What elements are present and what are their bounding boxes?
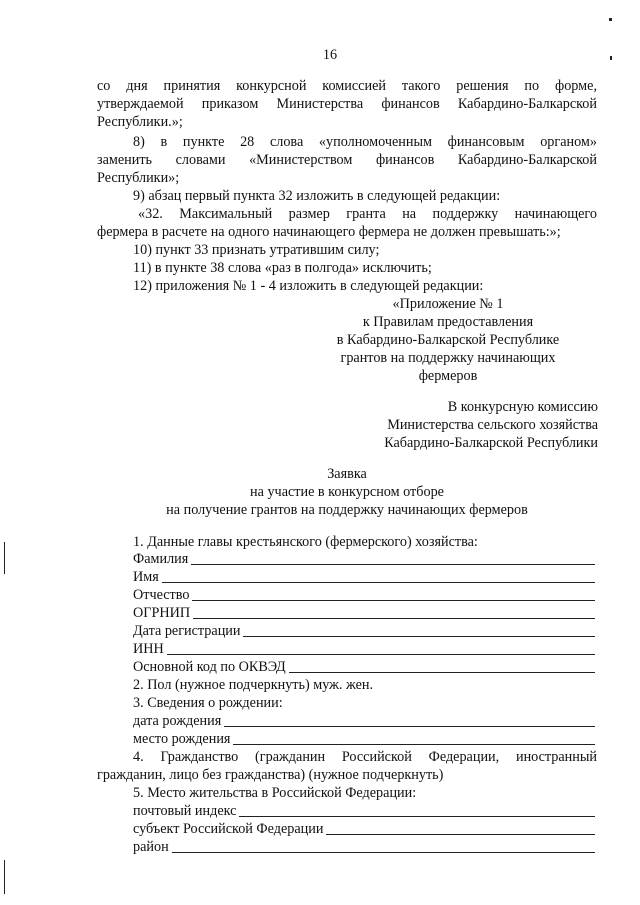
okved-field[interactable] bbox=[133, 659, 595, 676]
registration-date-label: Дата регистрации bbox=[133, 623, 241, 639]
scan-mark bbox=[4, 860, 5, 894]
gender-line: 2. Пол (нужное подчеркнуть) муж. жен. bbox=[133, 677, 374, 693]
form-section-heading: 5. Место жительства в Российской Федерации: bbox=[133, 785, 417, 801]
paragraph-line: 12) приложения № 1 - 4 изложить в следующей редакции: bbox=[133, 278, 484, 294]
paragraph-line: 9) абзац первый пункта 32 изложить в следующей редакции: bbox=[133, 188, 501, 204]
postal-index-label: почтовый индекс bbox=[133, 803, 237, 819]
page-number: 16 bbox=[322, 47, 338, 63]
name-field[interactable] bbox=[133, 569, 595, 586]
registration-date-field[interactable] bbox=[133, 623, 595, 640]
application-title: Заявка bbox=[327, 466, 367, 482]
paragraph-line: фермера в расчете на одного начинающего фермера не должен превышать:»; bbox=[97, 224, 561, 240]
name-label: Имя bbox=[133, 569, 159, 585]
paragraph-line: 11) в пункте 38 слова «раз в полгода» исключить; bbox=[133, 260, 432, 276]
birth-date-label: дата рождения bbox=[133, 713, 222, 729]
surname-field[interactable] bbox=[133, 551, 595, 568]
subject-label: субъект Российской Федерации bbox=[133, 821, 324, 837]
paragraph-line: со дня принятия конкурсной комиссией такого решения по форме, bbox=[97, 78, 597, 94]
appendix-header-line: фермеров bbox=[418, 368, 478, 384]
birth-place-label: место рождения bbox=[133, 731, 231, 747]
appendix-header-line: грантов на поддержку начинающих bbox=[340, 350, 556, 366]
citizenship-line: 4. Гражданство (гражданин Российской Федерации, иностранный bbox=[133, 749, 597, 765]
scan-mark bbox=[4, 542, 5, 574]
district-label: район bbox=[133, 839, 169, 855]
appendix-header-line: «Приложение № 1 bbox=[392, 296, 504, 312]
patronymic-field[interactable] bbox=[133, 587, 595, 604]
citizenship-line: гражданин, лицо без гражданства) (нужное подчеркнуть) bbox=[97, 767, 444, 783]
application-subtitle: на получение грантов на поддержку начинающих фермеров bbox=[166, 502, 528, 518]
appendix-header-line: в Кабардино-Балкарской Республике bbox=[336, 332, 560, 348]
appendix-header-line: к Правилам предоставления bbox=[362, 314, 534, 330]
district-field[interactable] bbox=[133, 839, 595, 856]
ogrnip-field[interactable] bbox=[133, 605, 595, 622]
form-section-heading: 3. Сведения о рождении: bbox=[133, 695, 283, 711]
birth-date-field[interactable] bbox=[133, 713, 595, 730]
paragraph-line: утверждаемой приказом Министерства финансов Кабардино-Балкарской bbox=[97, 96, 597, 112]
addressee-line: В конкурсную комиссию bbox=[447, 399, 598, 415]
postal-index-field[interactable] bbox=[133, 803, 595, 820]
paragraph-line: 10) пункт 33 признать утратившим силу; bbox=[133, 242, 380, 258]
paragraph-line: 8) в пункте 28 слова «уполномоченным финансовым органом» bbox=[133, 134, 597, 150]
inn-label: ИНН bbox=[133, 641, 164, 657]
inn-field[interactable] bbox=[133, 641, 595, 658]
paragraph-line: Республики»; bbox=[97, 170, 180, 186]
scan-mark bbox=[610, 56, 612, 60]
form-section-heading: 1. Данные главы крестьянского (фермерского) хозяйства: bbox=[133, 534, 478, 550]
paragraph-line: заменить словами «Министерством финансов Кабардино-Балкарской bbox=[97, 152, 597, 168]
ogrnip-label: ОГРНИП bbox=[133, 605, 191, 621]
scan-mark bbox=[609, 18, 612, 21]
addressee-line: Кабардино-Балкарской Республики bbox=[384, 435, 598, 451]
addressee-line: Министерства сельского хозяйства bbox=[387, 417, 598, 433]
paragraph-line: Республики.»; bbox=[97, 114, 183, 130]
application-subtitle: на участие в конкурсном отборе bbox=[250, 484, 444, 500]
okved-label: Основной код по ОКВЭД bbox=[133, 659, 286, 675]
birth-place-field[interactable] bbox=[133, 731, 595, 748]
paragraph-line: «32. Максимальный размер гранта на поддержку начинающего bbox=[138, 206, 597, 222]
surname-label: Фамилия bbox=[133, 551, 189, 567]
patronymic-label: Отчество bbox=[133, 587, 190, 603]
subject-field[interactable] bbox=[133, 821, 595, 838]
